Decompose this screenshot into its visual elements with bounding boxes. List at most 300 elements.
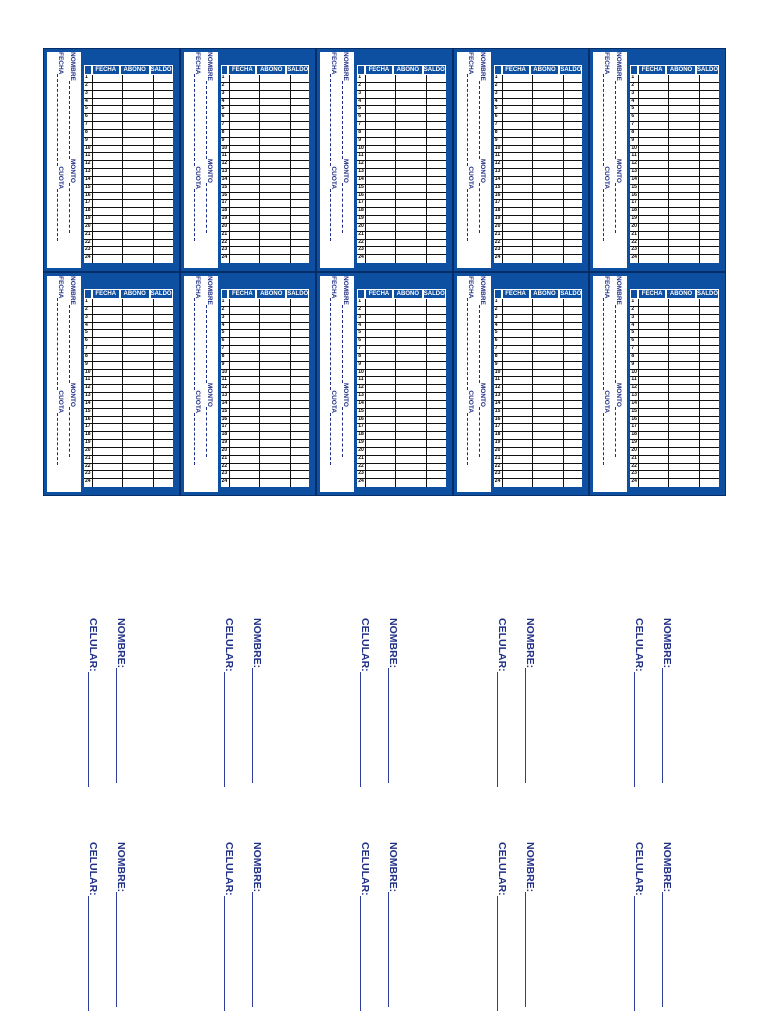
abono-cell[interactable] — [396, 385, 427, 392]
fecha-cell[interactable] — [366, 130, 396, 137]
abono-cell[interactable] — [260, 299, 291, 306]
abono-cell[interactable] — [260, 106, 291, 113]
fecha-cell[interactable] — [503, 208, 533, 215]
fecha-cell[interactable] — [639, 161, 669, 168]
saldo-cell[interactable] — [291, 106, 310, 113]
saldo-cell[interactable] — [154, 83, 173, 90]
saldo-cell[interactable] — [291, 216, 310, 223]
abono-cell[interactable] — [669, 169, 700, 176]
saldo-cell[interactable] — [700, 424, 719, 431]
abono-cell[interactable] — [396, 247, 427, 254]
fecha-cell[interactable] — [93, 247, 123, 254]
label-celular-line[interactable] — [497, 896, 507, 1011]
fecha-cell[interactable] — [366, 75, 396, 82]
saldo-cell[interactable] — [154, 362, 173, 369]
saldo-cell[interactable] — [291, 91, 310, 98]
saldo-cell[interactable] — [291, 240, 310, 247]
abono-cell[interactable] — [669, 193, 700, 200]
fecha-cell[interactable] — [503, 130, 533, 137]
saldo-cell[interactable] — [427, 216, 446, 223]
fecha-cell[interactable] — [366, 185, 396, 192]
monto-line[interactable] — [616, 183, 623, 233]
fecha-cell[interactable] — [639, 409, 669, 416]
fecha-cell[interactable] — [503, 247, 533, 254]
abono-cell[interactable] — [260, 130, 291, 137]
label-celular-line[interactable] — [224, 672, 234, 787]
monto-line[interactable] — [343, 407, 350, 457]
abono-cell[interactable] — [669, 153, 700, 160]
saldo-cell[interactable] — [291, 362, 310, 369]
abono-cell[interactable] — [260, 208, 291, 215]
fecha-cell[interactable] — [366, 393, 396, 400]
saldo-cell[interactable] — [427, 401, 446, 408]
saldo-cell[interactable] — [154, 224, 173, 231]
fecha-cell[interactable] — [230, 193, 260, 200]
saldo-cell[interactable] — [291, 479, 310, 487]
fecha-cell[interactable] — [93, 255, 123, 263]
abono-cell[interactable] — [123, 146, 154, 153]
saldo-cell[interactable] — [564, 200, 583, 207]
fecha-cell[interactable] — [503, 385, 533, 392]
nombre-line[interactable] — [616, 305, 623, 383]
saldo-cell[interactable] — [154, 354, 173, 361]
saldo-cell[interactable] — [427, 307, 446, 314]
saldo-cell[interactable] — [564, 377, 583, 384]
saldo-cell[interactable] — [700, 247, 719, 254]
saldo-cell[interactable] — [700, 83, 719, 90]
label-nombre-line[interactable] — [388, 668, 398, 783]
abono-cell[interactable] — [260, 401, 291, 408]
saldo-cell[interactable] — [291, 193, 310, 200]
fecha-cell[interactable] — [639, 153, 669, 160]
saldo-cell[interactable] — [700, 393, 719, 400]
saldo-cell[interactable] — [700, 177, 719, 184]
saldo-cell[interactable] — [700, 153, 719, 160]
abono-cell[interactable] — [260, 409, 291, 416]
abono-cell[interactable] — [396, 255, 427, 263]
abono-cell[interactable] — [533, 315, 564, 322]
abono-cell[interactable] — [123, 299, 154, 306]
saldo-cell[interactable] — [700, 106, 719, 113]
fecha-line[interactable] — [467, 298, 474, 390]
saldo-cell[interactable] — [564, 255, 583, 263]
fecha-cell[interactable] — [230, 106, 260, 113]
fecha-cell[interactable] — [366, 471, 396, 478]
fecha-cell[interactable] — [230, 99, 260, 106]
fecha-cell[interactable] — [93, 185, 123, 192]
saldo-cell[interactable] — [291, 130, 310, 137]
cuota-line[interactable] — [194, 413, 201, 465]
abono-cell[interactable] — [260, 377, 291, 384]
saldo-cell[interactable] — [700, 448, 719, 455]
saldo-cell[interactable] — [564, 471, 583, 478]
fecha-cell[interactable] — [503, 315, 533, 322]
abono-cell[interactable] — [260, 315, 291, 322]
fecha-line[interactable] — [467, 74, 474, 166]
fecha-cell[interactable] — [639, 247, 669, 254]
abono-cell[interactable] — [260, 169, 291, 176]
abono-cell[interactable] — [533, 479, 564, 487]
abono-cell[interactable] — [260, 138, 291, 145]
abono-cell[interactable] — [533, 208, 564, 215]
saldo-cell[interactable] — [564, 177, 583, 184]
abono-cell[interactable] — [396, 75, 427, 82]
saldo-cell[interactable] — [564, 307, 583, 314]
saldo-cell[interactable] — [564, 370, 583, 377]
saldo-cell[interactable] — [291, 393, 310, 400]
abono-cell[interactable] — [533, 247, 564, 254]
fecha-cell[interactable] — [503, 169, 533, 176]
fecha-cell[interactable] — [639, 424, 669, 431]
fecha-cell[interactable] — [230, 208, 260, 215]
abono-cell[interactable] — [396, 114, 427, 121]
saldo-cell[interactable] — [700, 122, 719, 129]
fecha-cell[interactable] — [503, 99, 533, 106]
abono-cell[interactable] — [260, 153, 291, 160]
saldo-cell[interactable] — [291, 208, 310, 215]
abono-cell[interactable] — [396, 417, 427, 424]
saldo-cell[interactable] — [700, 91, 719, 98]
abono-cell[interactable] — [396, 464, 427, 471]
abono-cell[interactable] — [533, 362, 564, 369]
fecha-cell[interactable] — [93, 138, 123, 145]
saldo-cell[interactable] — [427, 146, 446, 153]
fecha-cell[interactable] — [93, 114, 123, 121]
abono-cell[interactable] — [396, 377, 427, 384]
fecha-cell[interactable] — [366, 146, 396, 153]
abono-cell[interactable] — [669, 185, 700, 192]
saldo-cell[interactable] — [154, 185, 173, 192]
abono-cell[interactable] — [669, 377, 700, 384]
abono-cell[interactable] — [533, 299, 564, 306]
saldo-cell[interactable] — [700, 75, 719, 82]
abono-cell[interactable] — [533, 122, 564, 129]
fecha-cell[interactable] — [93, 106, 123, 113]
saldo-cell[interactable] — [154, 255, 173, 263]
saldo-cell[interactable] — [291, 323, 310, 330]
saldo-cell[interactable] — [564, 114, 583, 121]
abono-cell[interactable] — [123, 185, 154, 192]
saldo-cell[interactable] — [427, 114, 446, 121]
abono-cell[interactable] — [123, 208, 154, 215]
saldo-cell[interactable] — [700, 299, 719, 306]
abono-cell[interactable] — [396, 208, 427, 215]
abono-cell[interactable] — [123, 385, 154, 392]
abono-cell[interactable] — [260, 456, 291, 463]
abono-cell[interactable] — [396, 153, 427, 160]
fecha-cell[interactable] — [366, 200, 396, 207]
fecha-cell[interactable] — [639, 185, 669, 192]
fecha-cell[interactable] — [93, 122, 123, 129]
abono-cell[interactable] — [669, 232, 700, 239]
fecha-cell[interactable] — [93, 200, 123, 207]
abono-cell[interactable] — [260, 448, 291, 455]
abono-cell[interactable] — [260, 338, 291, 345]
fecha-cell[interactable] — [503, 377, 533, 384]
fecha-cell[interactable] — [366, 417, 396, 424]
fecha-cell[interactable] — [230, 177, 260, 184]
abono-cell[interactable] — [669, 83, 700, 90]
fecha-cell[interactable] — [366, 161, 396, 168]
saldo-cell[interactable] — [427, 247, 446, 254]
fecha-cell[interactable] — [93, 153, 123, 160]
fecha-cell[interactable] — [503, 432, 533, 439]
fecha-cell[interactable] — [503, 401, 533, 408]
fecha-cell[interactable] — [503, 440, 533, 447]
fecha-cell[interactable] — [366, 169, 396, 176]
abono-cell[interactable] — [669, 338, 700, 345]
fecha-cell[interactable] — [93, 330, 123, 337]
fecha-cell[interactable] — [93, 409, 123, 416]
abono-cell[interactable] — [396, 456, 427, 463]
fecha-cell[interactable] — [93, 232, 123, 239]
saldo-cell[interactable] — [154, 75, 173, 82]
nombre-line[interactable] — [206, 305, 213, 383]
saldo-cell[interactable] — [564, 153, 583, 160]
abono-cell[interactable] — [123, 83, 154, 90]
abono-cell[interactable] — [396, 99, 427, 106]
abono-cell[interactable] — [533, 161, 564, 168]
cuota-line[interactable] — [58, 189, 65, 241]
abono-cell[interactable] — [533, 240, 564, 247]
fecha-cell[interactable] — [366, 307, 396, 314]
saldo-cell[interactable] — [700, 255, 719, 263]
fecha-cell[interactable] — [366, 448, 396, 455]
abono-cell[interactable] — [123, 161, 154, 168]
fecha-cell[interactable] — [366, 122, 396, 129]
fecha-cell[interactable] — [366, 138, 396, 145]
fecha-cell[interactable] — [366, 99, 396, 106]
label-celular-line[interactable] — [360, 896, 370, 1011]
abono-cell[interactable] — [533, 440, 564, 447]
abono-cell[interactable] — [260, 464, 291, 471]
abono-cell[interactable] — [260, 255, 291, 263]
abono-cell[interactable] — [669, 240, 700, 247]
abono-cell[interactable] — [260, 216, 291, 223]
label-nombre-line[interactable] — [525, 668, 535, 783]
fecha-cell[interactable] — [366, 208, 396, 215]
saldo-cell[interactable] — [564, 346, 583, 353]
abono-cell[interactable] — [396, 169, 427, 176]
saldo-cell[interactable] — [427, 299, 446, 306]
fecha-cell[interactable] — [230, 323, 260, 330]
saldo-cell[interactable] — [427, 255, 446, 263]
abono-cell[interactable] — [260, 417, 291, 424]
abono-cell[interactable] — [533, 153, 564, 160]
abono-cell[interactable] — [260, 385, 291, 392]
abono-cell[interactable] — [260, 240, 291, 247]
fecha-cell[interactable] — [230, 385, 260, 392]
fecha-cell[interactable] — [93, 91, 123, 98]
abono-cell[interactable] — [123, 122, 154, 129]
saldo-cell[interactable] — [154, 91, 173, 98]
saldo-cell[interactable] — [154, 216, 173, 223]
fecha-cell[interactable] — [639, 471, 669, 478]
fecha-cell[interactable] — [230, 255, 260, 263]
abono-cell[interactable] — [260, 307, 291, 314]
saldo-cell[interactable] — [564, 185, 583, 192]
saldo-cell[interactable] — [154, 330, 173, 337]
fecha-cell[interactable] — [93, 424, 123, 431]
abono-cell[interactable] — [260, 370, 291, 377]
abono-cell[interactable] — [396, 323, 427, 330]
abono-cell[interactable] — [396, 448, 427, 455]
saldo-cell[interactable] — [154, 177, 173, 184]
saldo-cell[interactable] — [700, 224, 719, 231]
saldo-cell[interactable] — [427, 323, 446, 330]
fecha-cell[interactable] — [366, 255, 396, 263]
saldo-cell[interactable] — [427, 161, 446, 168]
saldo-cell[interactable] — [427, 153, 446, 160]
abono-cell[interactable] — [123, 91, 154, 98]
fecha-cell[interactable] — [230, 83, 260, 90]
fecha-cell[interactable] — [230, 75, 260, 82]
saldo-cell[interactable] — [564, 440, 583, 447]
fecha-cell[interactable] — [639, 346, 669, 353]
abono-cell[interactable] — [533, 185, 564, 192]
monto-line[interactable] — [206, 407, 213, 457]
label-celular-line[interactable] — [88, 672, 98, 787]
fecha-cell[interactable] — [639, 385, 669, 392]
abono-cell[interactable] — [669, 247, 700, 254]
saldo-cell[interactable] — [291, 464, 310, 471]
fecha-cell[interactable] — [366, 330, 396, 337]
nombre-line[interactable] — [479, 81, 486, 159]
saldo-cell[interactable] — [291, 456, 310, 463]
abono-cell[interactable] — [396, 130, 427, 137]
saldo-cell[interactable] — [700, 146, 719, 153]
fecha-cell[interactable] — [503, 448, 533, 455]
saldo-cell[interactable] — [564, 106, 583, 113]
abono-cell[interactable] — [260, 114, 291, 121]
fecha-cell[interactable] — [93, 177, 123, 184]
fecha-cell[interactable] — [503, 106, 533, 113]
nombre-line[interactable] — [343, 305, 350, 383]
abono-cell[interactable] — [260, 146, 291, 153]
saldo-cell[interactable] — [700, 130, 719, 137]
fecha-cell[interactable] — [639, 75, 669, 82]
fecha-cell[interactable] — [93, 401, 123, 408]
saldo-cell[interactable] — [291, 424, 310, 431]
saldo-cell[interactable] — [427, 240, 446, 247]
abono-cell[interactable] — [669, 99, 700, 106]
abono-cell[interactable] — [669, 464, 700, 471]
abono-cell[interactable] — [123, 307, 154, 314]
abono-cell[interactable] — [123, 424, 154, 431]
monto-line[interactable] — [479, 183, 486, 233]
saldo-cell[interactable] — [564, 193, 583, 200]
saldo-cell[interactable] — [291, 346, 310, 353]
abono-cell[interactable] — [533, 401, 564, 408]
saldo-cell[interactable] — [291, 114, 310, 121]
fecha-cell[interactable] — [230, 479, 260, 487]
saldo-cell[interactable] — [154, 122, 173, 129]
saldo-cell[interactable] — [291, 370, 310, 377]
abono-cell[interactable] — [533, 106, 564, 113]
fecha-cell[interactable] — [230, 401, 260, 408]
fecha-cell[interactable] — [93, 432, 123, 439]
saldo-cell[interactable] — [427, 385, 446, 392]
abono-cell[interactable] — [123, 153, 154, 160]
saldo-cell[interactable] — [427, 91, 446, 98]
saldo-cell[interactable] — [154, 338, 173, 345]
fecha-cell[interactable] — [503, 114, 533, 121]
fecha-cell[interactable] — [503, 424, 533, 431]
saldo-cell[interactable] — [291, 409, 310, 416]
saldo-cell[interactable] — [427, 122, 446, 129]
saldo-cell[interactable] — [154, 169, 173, 176]
cuota-line[interactable] — [331, 413, 338, 465]
saldo-cell[interactable] — [427, 232, 446, 239]
abono-cell[interactable] — [533, 83, 564, 90]
abono-cell[interactable] — [669, 393, 700, 400]
abono-cell[interactable] — [669, 370, 700, 377]
abono-cell[interactable] — [669, 122, 700, 129]
abono-cell[interactable] — [396, 193, 427, 200]
abono-cell[interactable] — [260, 440, 291, 447]
fecha-cell[interactable] — [93, 393, 123, 400]
fecha-cell[interactable] — [639, 432, 669, 439]
abono-cell[interactable] — [123, 362, 154, 369]
fecha-cell[interactable] — [639, 315, 669, 322]
saldo-cell[interactable] — [427, 224, 446, 231]
saldo-cell[interactable] — [700, 161, 719, 168]
saldo-cell[interactable] — [291, 138, 310, 145]
saldo-cell[interactable] — [564, 240, 583, 247]
saldo-cell[interactable] — [427, 193, 446, 200]
fecha-cell[interactable] — [503, 464, 533, 471]
saldo-cell[interactable] — [564, 362, 583, 369]
abono-cell[interactable] — [123, 456, 154, 463]
saldo-cell[interactable] — [291, 224, 310, 231]
fecha-cell[interactable] — [503, 200, 533, 207]
fecha-cell[interactable] — [230, 424, 260, 431]
abono-cell[interactable] — [669, 130, 700, 137]
saldo-cell[interactable] — [564, 138, 583, 145]
fecha-cell[interactable] — [366, 385, 396, 392]
fecha-cell[interactable] — [230, 377, 260, 384]
abono-cell[interactable] — [123, 432, 154, 439]
abono-cell[interactable] — [260, 91, 291, 98]
saldo-cell[interactable] — [700, 464, 719, 471]
abono-cell[interactable] — [669, 346, 700, 353]
saldo-cell[interactable] — [291, 200, 310, 207]
saldo-cell[interactable] — [154, 240, 173, 247]
monto-line[interactable] — [479, 407, 486, 457]
saldo-cell[interactable] — [564, 393, 583, 400]
fecha-cell[interactable] — [230, 330, 260, 337]
saldo-cell[interactable] — [427, 479, 446, 487]
abono-cell[interactable] — [669, 200, 700, 207]
fecha-cell[interactable] — [503, 393, 533, 400]
fecha-cell[interactable] — [503, 122, 533, 129]
fecha-cell[interactable] — [639, 401, 669, 408]
abono-cell[interactable] — [533, 471, 564, 478]
saldo-cell[interactable] — [154, 232, 173, 239]
fecha-cell[interactable] — [639, 216, 669, 223]
fecha-cell[interactable] — [230, 114, 260, 121]
abono-cell[interactable] — [260, 122, 291, 129]
saldo-cell[interactable] — [700, 307, 719, 314]
fecha-cell[interactable] — [93, 299, 123, 306]
abono-cell[interactable] — [533, 448, 564, 455]
saldo-cell[interactable] — [427, 370, 446, 377]
saldo-cell[interactable] — [154, 440, 173, 447]
abono-cell[interactable] — [260, 432, 291, 439]
abono-cell[interactable] — [669, 75, 700, 82]
abono-cell[interactable] — [396, 315, 427, 322]
fecha-cell[interactable] — [639, 106, 669, 113]
